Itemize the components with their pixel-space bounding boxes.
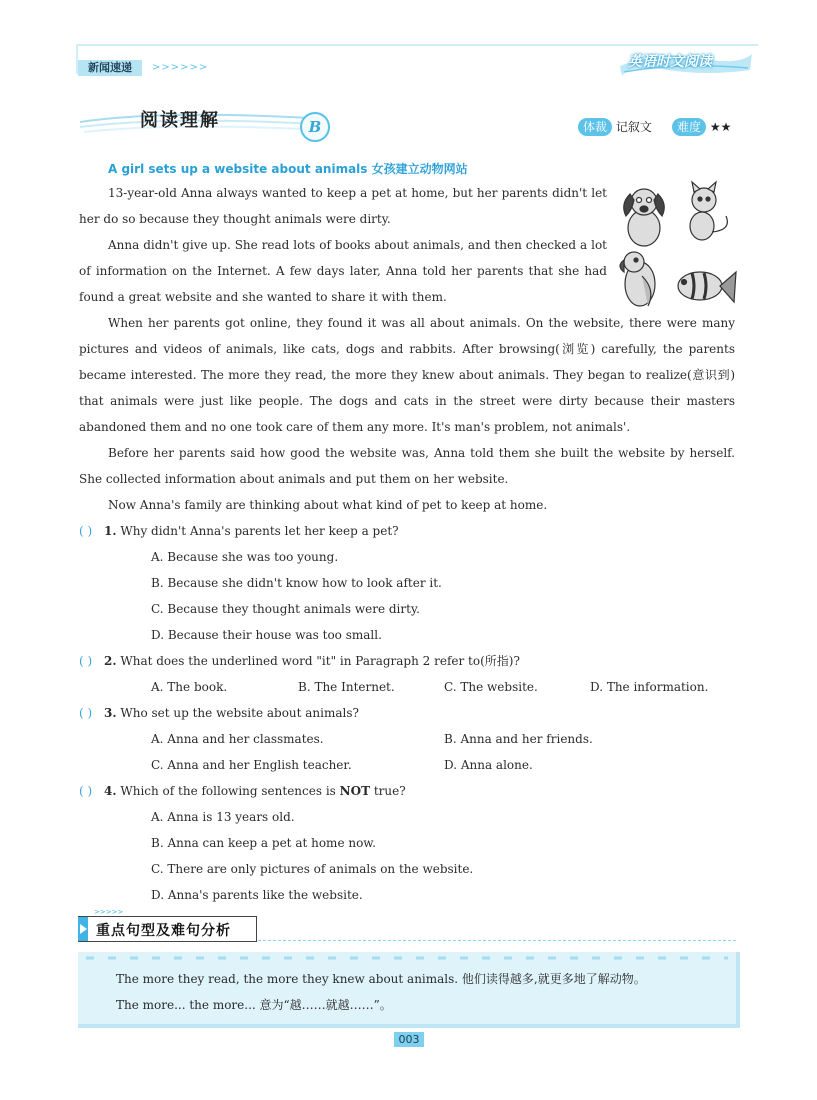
question-stem-emphasis: NOT	[339, 784, 370, 798]
option[interactable]: D. Because their house was too small.	[151, 628, 382, 642]
genre	[578, 118, 652, 135]
option[interactable]: A. Because she was too young.	[151, 550, 339, 564]
difficulty	[672, 118, 731, 135]
play-arrow-icon	[80, 924, 88, 934]
question-number: 1.	[104, 524, 117, 538]
question-3	[79, 700, 359, 726]
paragraph-2: Anna didn't give up. She read lots of books about animals, and then checked a lot of information on the Internet. A few days later, Anna told her parents that she had found a great website and she wanted to share it with them.	[79, 238, 607, 304]
option[interactable]: C. There are only pictures of animals on the website.	[151, 862, 474, 876]
header-arrows: >>>>>>	[152, 62, 209, 73]
page-title: 阅读理解	[140, 110, 220, 131]
question-stem: What does the underlined word "it" in Paragraph 2 refer to(所指)?	[120, 654, 520, 668]
section-tab: 新闻速递	[78, 60, 142, 76]
option[interactable]: D. The information.	[590, 680, 709, 694]
paragraph-3: When her parents got online, they found it was all about animals. On the website, there were many pictures and videos of animals, like cats, dogs and rabbits. After browsing(浏览) carefully, the parents became interested. The more they read, the more they knew about animals. They began to realize(意识到) that animals were just like people. The dogs and cats in the street were dirty because their masters abandoned them and no one took care of them any more. It's man's problem, not animals'.	[79, 316, 735, 434]
dotted-rule	[258, 940, 736, 941]
key-sentence-line-1: The more they read, the more they knew about animals. 他们读得越多,就更多地了解动物。	[116, 972, 646, 986]
option[interactable]: B. The Internet.	[298, 680, 395, 694]
answer-blank[interactable]: ( )	[79, 784, 93, 798]
key-section-title: 重点句型及难句分析	[96, 923, 231, 939]
option[interactable]: C. Anna and her English teacher.	[151, 758, 352, 772]
series-title: 英语时文阅读	[628, 54, 712, 70]
series-logo	[618, 48, 754, 78]
genre-label: 体裁	[578, 118, 612, 136]
option[interactable]: C. Because they thought animals were dirty.	[151, 602, 420, 616]
option[interactable]: A. Anna is 13 years old.	[151, 810, 295, 824]
option[interactable]: B. Anna can keep a pet at home now.	[151, 836, 376, 850]
page-number: 003	[394, 1032, 424, 1047]
option[interactable]: B. Anna and her friends.	[444, 732, 593, 746]
dash-border-icon	[78, 954, 736, 964]
question-4	[79, 778, 406, 804]
question-number: 3.	[104, 706, 117, 720]
question-stem-pre: Which of the following sentences is	[120, 784, 340, 798]
genre-value: 记叙文	[615, 120, 652, 134]
question-number: 2.	[104, 654, 117, 668]
answer-blank[interactable]: ( )	[79, 654, 93, 668]
option[interactable]: A. The book.	[151, 680, 228, 694]
key-section-arrows: >>>>>	[94, 908, 124, 916]
article-subtitle: A girl sets up a website about animals 女孩建立动物网站	[108, 162, 468, 176]
option[interactable]: C. The website.	[444, 680, 538, 694]
header-rule	[78, 44, 758, 46]
paragraph-4: Before her parents said how good the website was, Anna told them she built the website by herself. She collected information about animals and put them on her website.	[79, 446, 735, 486]
question-stem-post: true?	[370, 784, 406, 798]
passage-badge: B	[300, 112, 330, 142]
answer-blank[interactable]: ( )	[79, 524, 93, 538]
paragraph-1: 13-year-old Anna always wanted to keep a pet at home, but her parents didn't let her do so because they thought animals were dirty.	[79, 186, 607, 226]
option[interactable]: D. Anna alone.	[444, 758, 533, 772]
option[interactable]: B. Because she didn't know how to look after it.	[151, 576, 442, 590]
paragraph-5: Now Anna's family are thinking about what kind of pet to keep at home.	[108, 498, 548, 512]
key-sentence-line-2: The more... the more... 意为“越……就越……”。	[116, 998, 392, 1012]
option[interactable]: D. Anna's parents like the website.	[151, 888, 363, 902]
question-stem: Why didn't Anna's parents let her keep a pet?	[120, 524, 399, 538]
question-2	[79, 648, 520, 674]
difficulty-label: 难度	[672, 118, 706, 136]
option[interactable]: A. Anna and her classmates.	[151, 732, 324, 746]
difficulty-stars: ★★	[709, 120, 732, 134]
question-number: 4.	[104, 784, 117, 798]
key-section-heading	[78, 916, 257, 942]
answer-blank[interactable]: ( )	[79, 706, 93, 720]
animals-illustration-icon	[612, 180, 738, 320]
question-1	[79, 518, 399, 544]
question-stem: Who set up the website about animals?	[120, 706, 359, 720]
